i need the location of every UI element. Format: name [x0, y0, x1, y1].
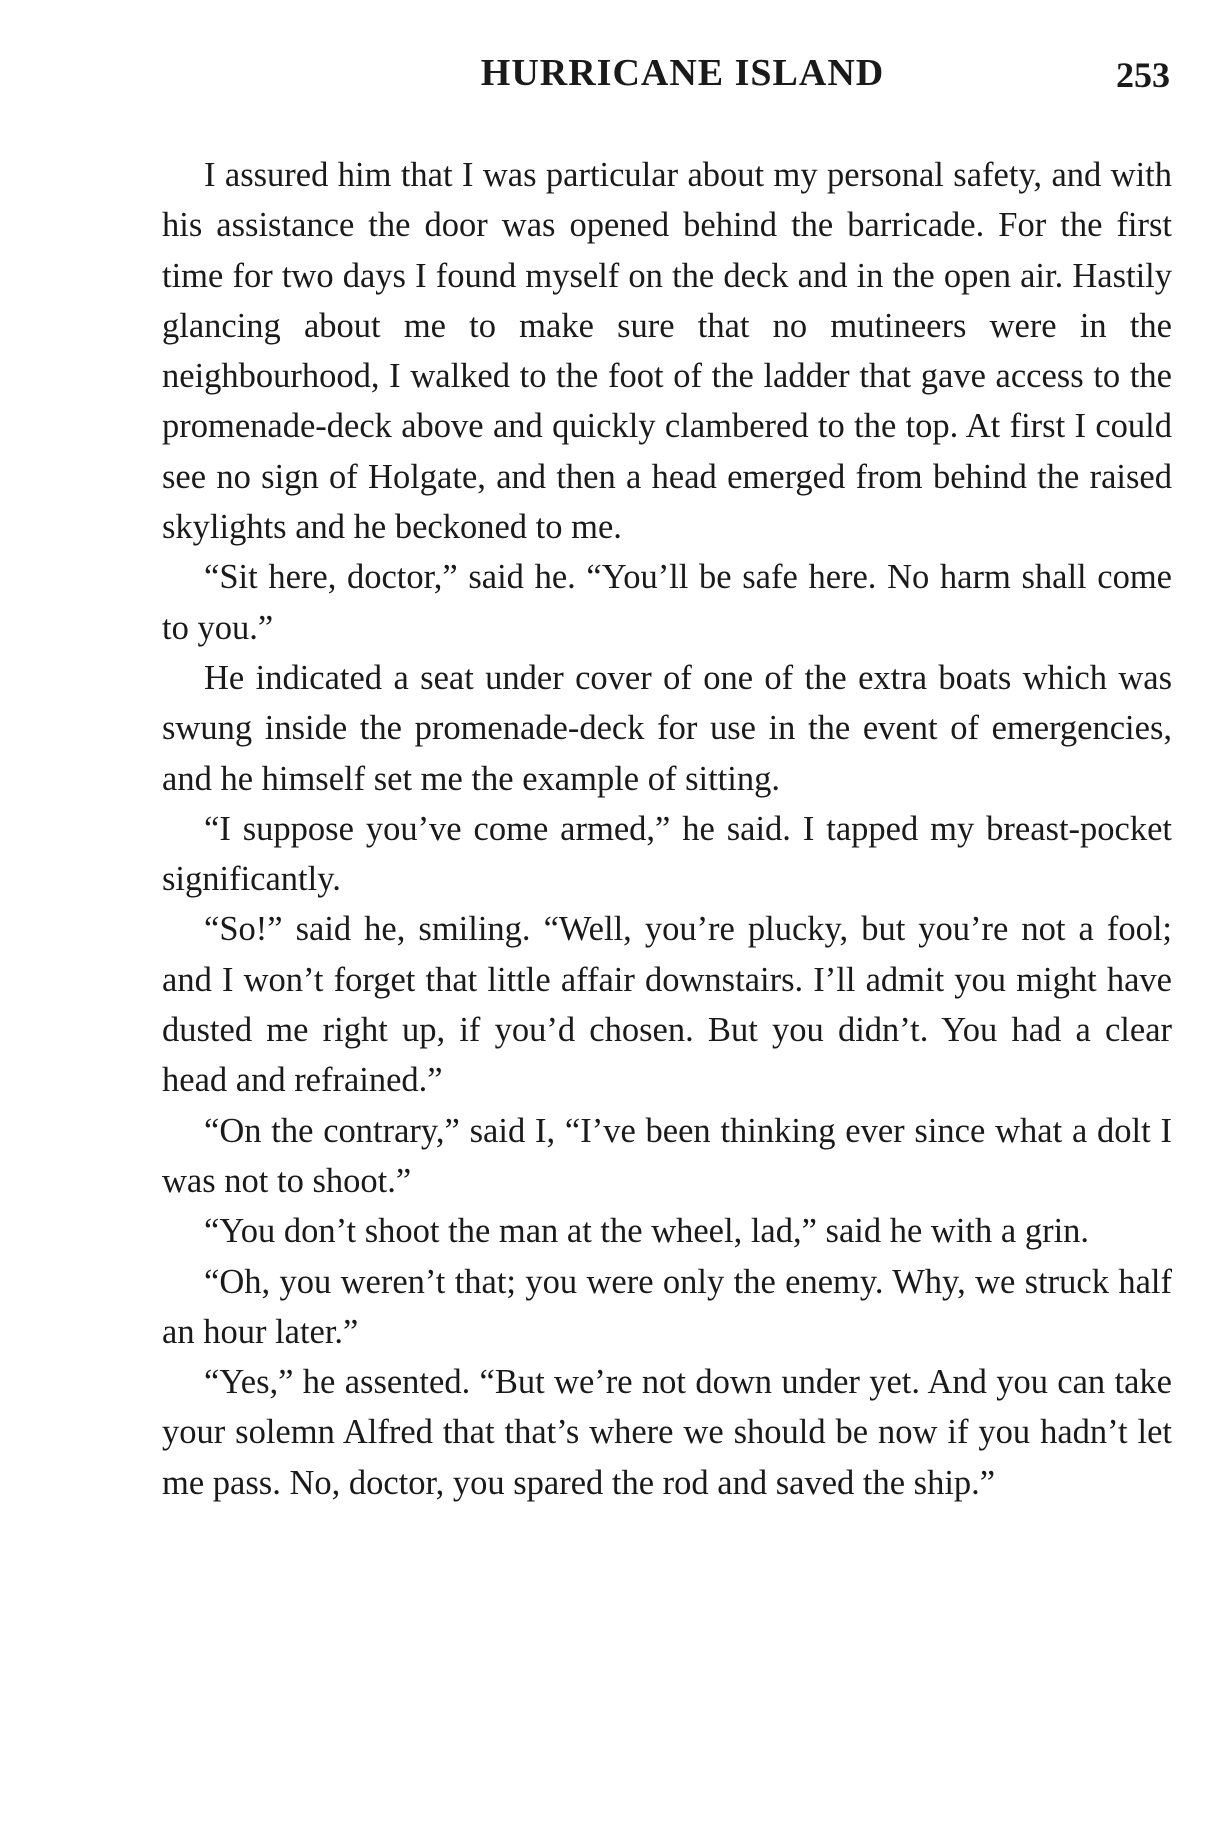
- paragraph: “Yes,” he assented. “But we’re not down under yet. And you can take your solemn Alfred that that’s where we should be now if you hadn’t let me pass. No, doctor, you spared the rod and saved the ship.”: [162, 1363, 1172, 1502]
- paragraph: He indicated a seat under cover of one of the extra boats which was swung inside the promenade-deck for use in the event of emergencies, and he himself set me the example of sitting.: [162, 658, 1172, 798]
- body-text: [162, 150, 1172, 1508]
- paragraph: I assured him that I was particular about my personal safety, and with his assistance the door was opened behind the barricade. For the first time for two days I found myself on the deck and in the open air. Hastily glancing about me to make sure that no mutineers were in the neighbourhood, I walked to the foot of the ladder that gave access to the promenade-deck above and quickly clambered to the top. At first I could see no sign of Holgate, and then a head emerged from behind the raised skylights and he beckoned to me.: [162, 156, 1172, 547]
- paragraph: “I suppose you’ve come armed,” he said. I tapped my breast-pocket significantly.: [162, 809, 1172, 899]
- paragraph: “So!” said he, smiling. “Well, you’re plucky, but you’re not a fool; and I won’t forget that little affair downstairs. I’ll admit you might have dusted me right up, if you’d chosen. But you didn’t. You had a clear head and refrained.”: [162, 910, 1172, 1100]
- paragraph: “Oh, you weren’t that; you were only the enemy. Why, we struck half an hour later.”: [162, 1262, 1172, 1351]
- paragraph: “On the contrary,” said I, “I’ve been thinking ever since what a dolt I was not to shoot.”: [162, 1111, 1172, 1200]
- page-number: 253: [1116, 55, 1170, 95]
- running-title: HURRICANE ISLAND: [480, 52, 885, 94]
- paragraph: “Sit here, doctor,” said he. “You’ll be safe here. No harm shall come to you.”: [162, 558, 1172, 647]
- running-head: [165, 48, 1170, 98]
- paragraph: “You don’t shoot the man at the wheel, lad,” said he with a grin.: [204, 1212, 1090, 1251]
